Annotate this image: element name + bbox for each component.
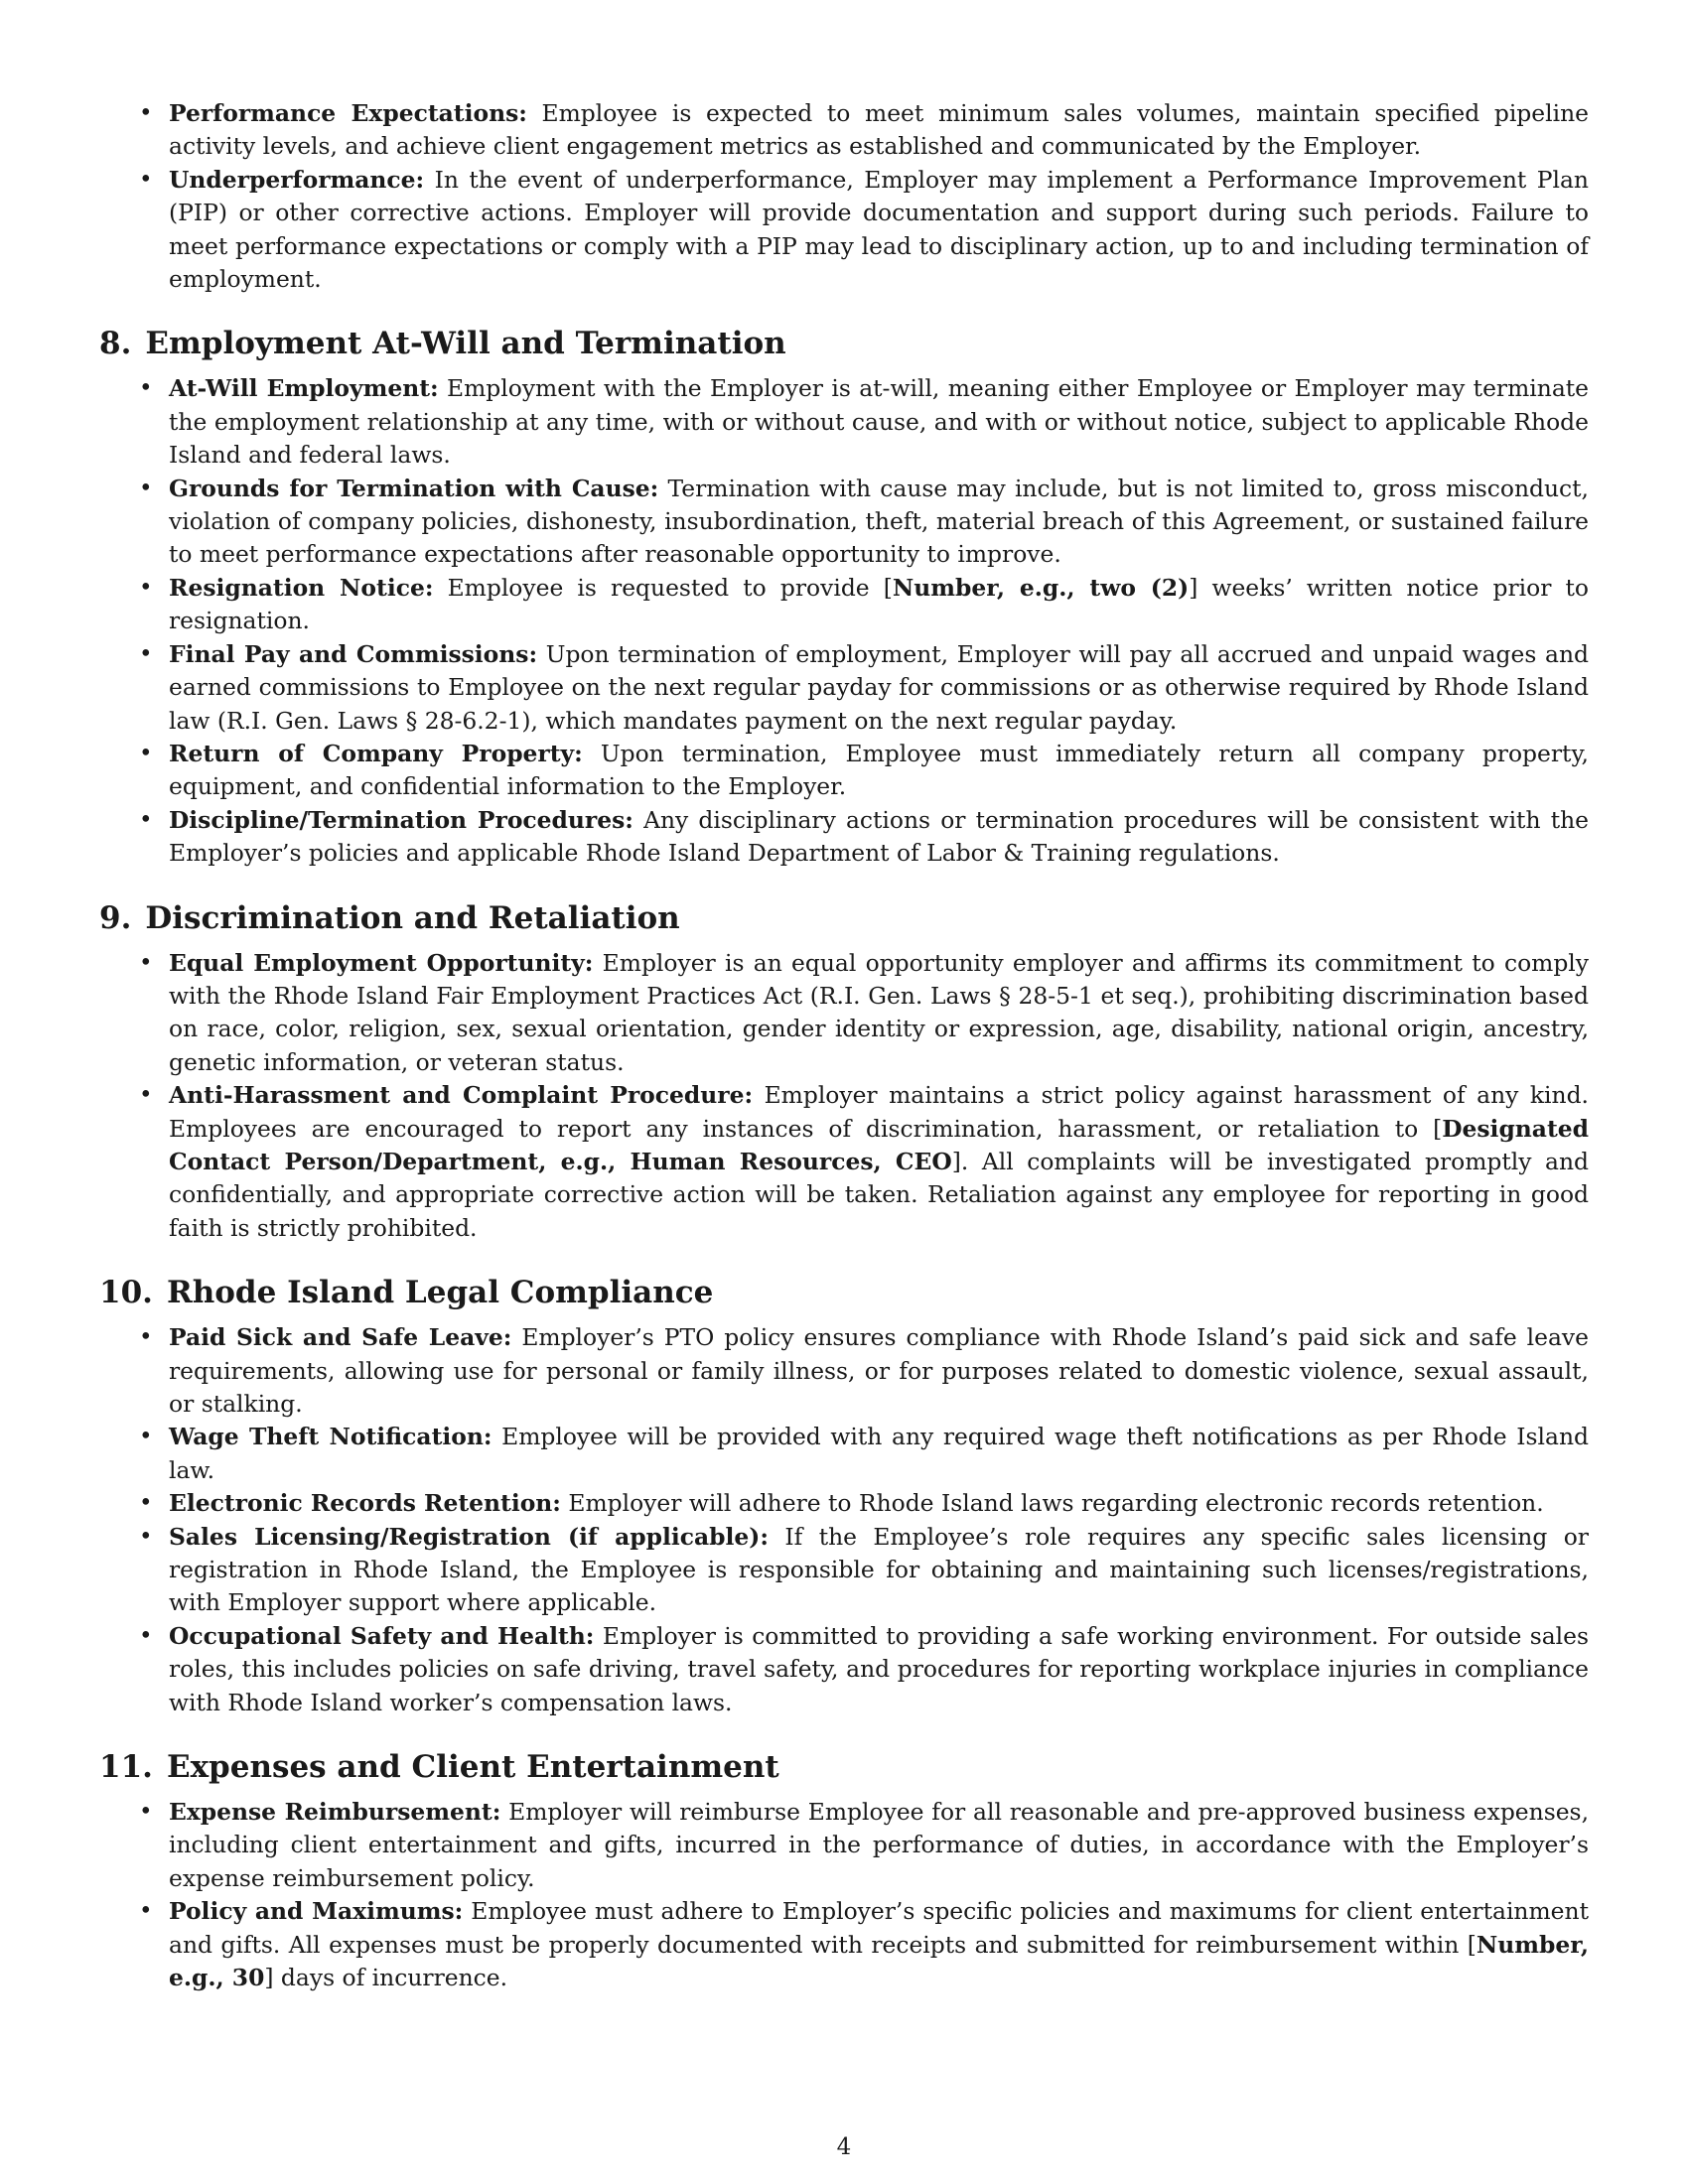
item-lead: Policy and Maximums:: [169, 1897, 464, 1926]
item-lead: Return of Company Property:: [169, 739, 583, 767]
page-number: 4: [836, 2134, 852, 2160]
page-content: [99, 97, 1589, 1995]
section-title: Employment At-Will and Termination: [145, 326, 786, 362]
list-item: [99, 1796, 1589, 1895]
item-lead: Wage Theft Notification:: [169, 1423, 492, 1451]
placeholder-text: Designated Contact Person/Department, e.g., Human Resources, CEO: [169, 1114, 1589, 1175]
placeholder-text: Number, e.g., 30: [169, 1930, 1589, 1992]
list-item: [99, 804, 1589, 871]
section-number: 10.: [99, 1275, 153, 1311]
bullet-icon: •: [139, 375, 153, 402]
bullet-icon: •: [139, 100, 153, 126]
list-item: [99, 164, 1589, 297]
item-lead: Final Pay and Commissions:: [169, 639, 538, 668]
bullet-icon: •: [139, 740, 153, 766]
list-item: [99, 1895, 1589, 1994]
bullet-icon: •: [139, 1622, 153, 1649]
section-8-list: [99, 372, 1589, 870]
item-text: Any disciplinary actions or termination procedures will be consistent with the Employer’s policies and applicable Rhode Island Department of Labor & Training regulations.: [169, 805, 1589, 868]
item-tail: ] weeks’ written notice prior to resignation.: [169, 573, 1590, 635]
section-heading-11: [99, 1747, 1589, 1787]
item-text: Employment with the Employer is at-will, meaning either Employee or Employer may terminate the employment relationship at any time, with or without cause, and with or without notice, subject to applicable Rhode Island and federal laws.: [169, 374, 1590, 470]
bullet-icon: •: [139, 806, 153, 833]
list-item: [99, 1487, 1589, 1520]
item-text: If the Employee’s role requires any specific sales licensing or registration in Rhode Island, the Employee is responsible for obtaining and maintaining such licenses/registrations, with Employer support where applicable.: [169, 1522, 1589, 1617]
item-lead: Expense Reimbursement:: [169, 1798, 501, 1827]
item-lead: Anti-Harassment and Complaint Procedure:: [169, 1081, 754, 1110]
item-lead: Paid Sick and Safe Leave:: [169, 1323, 512, 1352]
list-item: [99, 473, 1589, 572]
section-heading-8: [99, 324, 1589, 363]
item-text: Employee must adhere to Employer’s specific policies and maximums for client entertainment and gifts. All expenses must be properly documented with receipts and submitted for reimbursement within [: [169, 1897, 1589, 1959]
section-10-list: [99, 1321, 1589, 1719]
list-item: [99, 1321, 1589, 1421]
item-lead: Grounds for Termination with Cause:: [169, 474, 659, 502]
section-heading-9: [99, 898, 1589, 938]
item-lead: Underperformance:: [169, 165, 425, 194]
bullet-icon: •: [139, 1324, 153, 1351]
item-text: Employer is an equal opportunity employer and affirms its commitment to comply with the Rhode Island Fair Employment Practices Act (R.I. Gen. Laws § 28-5-1 et seq.), prohibiting discrimination based on race, color, religion, sex, sexual orientation, gender identity or expression, age, disability, national origin, ancestry, genetic information, or veteran status.: [169, 948, 1589, 1076]
list-item: [99, 572, 1589, 638]
item-lead: Occupational Safety and Health:: [169, 1621, 595, 1650]
list-item: [99, 1620, 1589, 1719]
item-lead: Discipline/Termination Procedures:: [169, 805, 633, 834]
section-9-list: [99, 947, 1589, 1246]
bullet-icon: •: [139, 1898, 153, 1925]
bullet-icon: •: [139, 1490, 153, 1517]
item-text: Employer will reimburse Employee for all reasonable and pre-approved business expenses, including client entertainment and gifts, incurred in the performance of duties, in accordance with the Employer’s expense reimbursement policy.: [169, 1798, 1590, 1892]
placeholder-text: Number, e.g., two (2): [892, 573, 1190, 602]
list-item: [99, 947, 1589, 1080]
item-lead: Equal Employment Opportunity:: [169, 948, 594, 977]
section-number: 8.: [99, 326, 132, 362]
item-text: Employer will adhere to Rhode Island laws regarding electronic records retention.: [560, 1489, 1544, 1518]
bullet-icon: •: [139, 1523, 153, 1550]
bullet-icon: •: [139, 166, 153, 193]
section-title: Discrimination and Retaliation: [145, 899, 680, 936]
item-text: Employee will be provided with any required wage theft notifications as per Rhode Island law.: [169, 1423, 1589, 1484]
bullet-icon: •: [139, 475, 153, 501]
item-tail: ]. All complaints will be investigated promptly and confidentially, and appropriate corrective action will be taken. Retaliation against any employee for reporting in good faith is strictly prohibited.: [169, 1147, 1589, 1242]
item-text: Employee is requested to provide [: [433, 573, 893, 602]
item-text: Employer is committed to providing a safe working environment. For outside sales roles, this includes policies on safe driving, travel safety, and procedures for reporting workplace injuries in compliance with Rhode Island worker’s compensation laws.: [169, 1621, 1589, 1716]
intro-list: [99, 97, 1589, 296]
item-lead: At-Will Employment:: [169, 374, 439, 403]
bullet-icon: •: [139, 1082, 153, 1109]
list-item: [99, 97, 1589, 164]
item-text: In the event of underperformance, Employer may implement a Performance Improvement Plan (PIP) or other corrective actions. Employer will provide documentation and support during such periods. Failure to meet performance expectations or comply with a PIP may lead to disciplinary action, up to and including termination of employment.: [169, 165, 1589, 294]
item-lead: Resignation Notice:: [169, 573, 434, 602]
bullet-icon: •: [139, 574, 153, 601]
bullet-icon: •: [139, 949, 153, 976]
bullet-icon: •: [139, 640, 153, 667]
bullet-icon: •: [139, 1799, 153, 1826]
section-heading-10: [99, 1273, 1589, 1312]
item-lead: Performance Expectations:: [169, 99, 527, 127]
item-text: Upon termination, Employee must immediately return all company property, equipment, and confidential information to the Employer.: [169, 739, 1589, 801]
item-text: Upon termination of employment, Employer will pay all accrued and unpaid wages and earned commissions to Employee on the next regular payday for commissions or as otherwise required by Rhode Island law (R.I. Gen. Laws § 28-6.2-1), which mandates payment on the next regular payday.: [169, 639, 1589, 735]
list-item: [99, 1079, 1589, 1245]
list-item: [99, 372, 1589, 472]
section-number: 9.: [99, 899, 132, 936]
item-text: Termination with cause may include, but is not limited to, gross misconduct, violation of company policies, dishonesty, insubordination, theft, material breach of this Agreement, or sustained failure to meet performance expectations after reasonable opportunity to improve.: [169, 474, 1589, 569]
list-item: [99, 738, 1589, 804]
item-text: Employee is expected to meet minimum sales volumes, maintain specified pipeline activity levels, and achieve client engagement metrics as established and communicated by the Employer.: [169, 99, 1589, 161]
item-lead: Sales Licensing/Registration (if applicable):: [169, 1522, 769, 1551]
section-title: Rhode Island Legal Compliance: [166, 1275, 714, 1311]
section-number: 11.: [99, 1749, 153, 1786]
item-lead: Electronic Records Retention:: [169, 1489, 561, 1518]
item-text: Employer’s PTO policy ensures compliance with Rhode Island’s paid sick and safe leave requirements, allowing use for personal or family illness, or for purposes related to domestic violence, sexual assault, or stalking.: [169, 1323, 1589, 1418]
item-tail: ] days of incurrence.: [264, 1964, 508, 1992]
section-11-list: [99, 1796, 1589, 1994]
list-item: [99, 1521, 1589, 1620]
section-title: Expenses and Client Entertainment: [166, 1749, 779, 1786]
list-item: [99, 1421, 1589, 1487]
list-item: [99, 638, 1589, 738]
item-text: Employer maintains a strict policy against harassment of any kind. Employees are encouraged to report any instances of discrimination, harassment, or retaliation to [: [169, 1081, 1589, 1143]
bullet-icon: •: [139, 1424, 153, 1450]
